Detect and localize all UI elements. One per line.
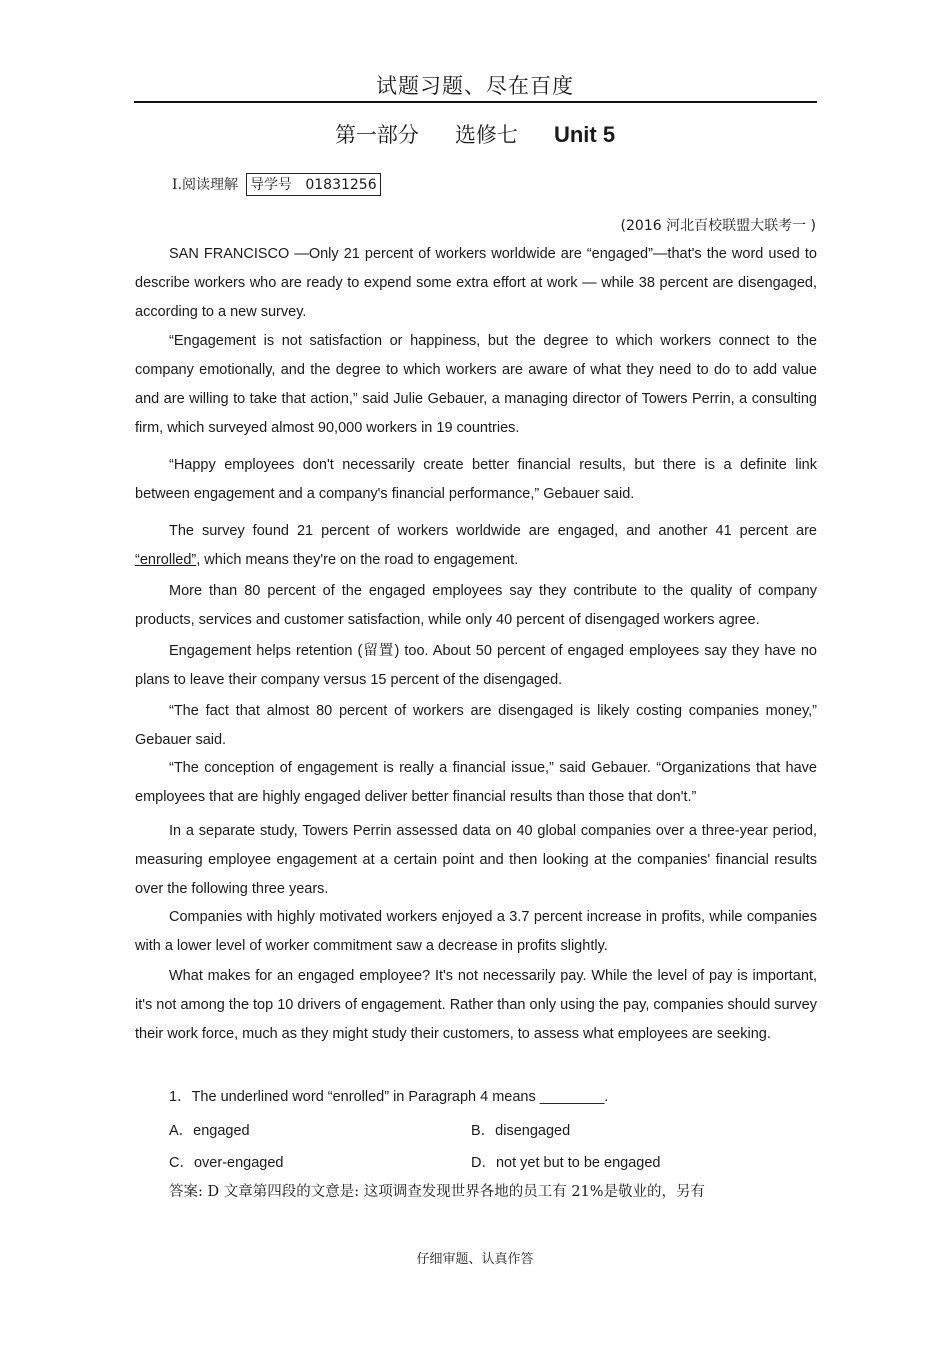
option-d-letter: D． (471, 1155, 496, 1171)
underlined-word-enrolled: “enrolled” (135, 552, 197, 568)
paragraph-1: SAN FRANCISCO —Only 21 percent of workers worldwide are “engaged”—that's the word used to describe workers who are ready to expend some extra effort at work — while 38 percent are disengaged, according to a new survey. (135, 246, 817, 320)
option-d (471, 1151, 660, 1172)
section-elective: 选修七 (454, 123, 518, 147)
option-a-letter: A． (169, 1123, 194, 1139)
paragraph-6: Engagement helps retention (留置) too. About 50 percent of engaged employees say they have no plans to leave their company versus 15 percent of the disengaged. (135, 643, 817, 688)
question-stem: 1．The underlined word “enrolled” in Paragraph 4 means ________. (169, 1089, 609, 1105)
answer-explanation: 答案: D 文章第四段的文意是: 这项调查发现世界各地的员工有 21%是敬业的，另有 (169, 1184, 706, 1200)
reading-heading-label: Ⅰ.阅读理解 (172, 177, 238, 193)
header-divider (134, 101, 817, 103)
option-a (169, 1119, 250, 1140)
option-b-text: disengaged (495, 1123, 571, 1139)
paragraph-8: “The conception of engagement is really a financial issue,” said Gebauer. “Organizations that have employees that are highly engaged deliver better financial results than those that don't.” (135, 760, 817, 805)
guide-number-box (246, 173, 381, 196)
guide-number: 01831256 (305, 177, 377, 193)
option-c-letter: C． (169, 1155, 194, 1171)
section-unit: Unit 5 (553, 122, 616, 147)
page-footer: 仔细审题、认真作答 (416, 1252, 534, 1267)
paragraph-5: More than 80 percent of the engaged employees say they contribute to the quality of company products, services and customer satisfaction, while only 40 percent of disengaged workers agree. (135, 583, 817, 628)
paragraph-4-before: The survey found 21 percent of workers worldwide are engaged, and another 41 percent are (169, 523, 817, 539)
option-d-text: not yet but to be engaged (495, 1155, 661, 1171)
paragraph-4-after: , which means they're on the road to engagement. (196, 552, 519, 568)
paragraph-10: Companies with highly motivated workers enjoyed a 3.7 percent increase in profits, while companies with a lower level of worker commitment saw a decrease in profits slightly. (135, 909, 817, 954)
paragraph-3: “Happy employees don't necessarily create better financial results, but there is a definite link between engagement and a company's financial performance,” Gebauer said. (135, 457, 817, 502)
option-c-text: over-engaged (193, 1155, 284, 1171)
paragraph-7: “The fact that almost 80 percent of workers are disengaged is likely costing companies money,” Gebauer said. (135, 703, 817, 748)
paragraph-11: What makes for an engaged employee? It's not necessarily pay. While the level of pay is important, it's not among the top 10 drivers of engagement. Rather than only using the pay, companies should survey their work force, much as they might study their customers, to assess what employees are seeking. (135, 968, 817, 1042)
reading-heading (172, 173, 381, 196)
paragraph-9: In a separate study, Towers Perrin assessed data on 40 global companies over a three-year period, measuring employee engagement at a certain point and then looking at the companies' financial results over the following three years. (135, 823, 817, 897)
paragraph-2: “Engagement is not satisfaction or happiness, but the degree to which workers connect to the company emotionally, and the degree to which workers are aware of what they need to do to add value and are willing to take that action,” said Julie Gebauer, a managing director of Towers Perrin, a consulting firm, which surveyed almost 90,000 workers in 19 countries. (135, 333, 817, 436)
guide-label: 导学号 (249, 177, 292, 193)
option-b-letter: B． (471, 1123, 496, 1139)
page-header-title: 试题习题、尽在百度 (376, 74, 574, 98)
option-b (471, 1119, 570, 1140)
section-title (0, 119, 950, 149)
paragraph-4 (135, 517, 817, 575)
source-note: (2016 河北百校联盟大联考一 ) (620, 218, 816, 234)
option-a-text: engaged (193, 1123, 250, 1139)
section-part: 第一部分 (334, 123, 419, 147)
option-c (169, 1151, 283, 1172)
